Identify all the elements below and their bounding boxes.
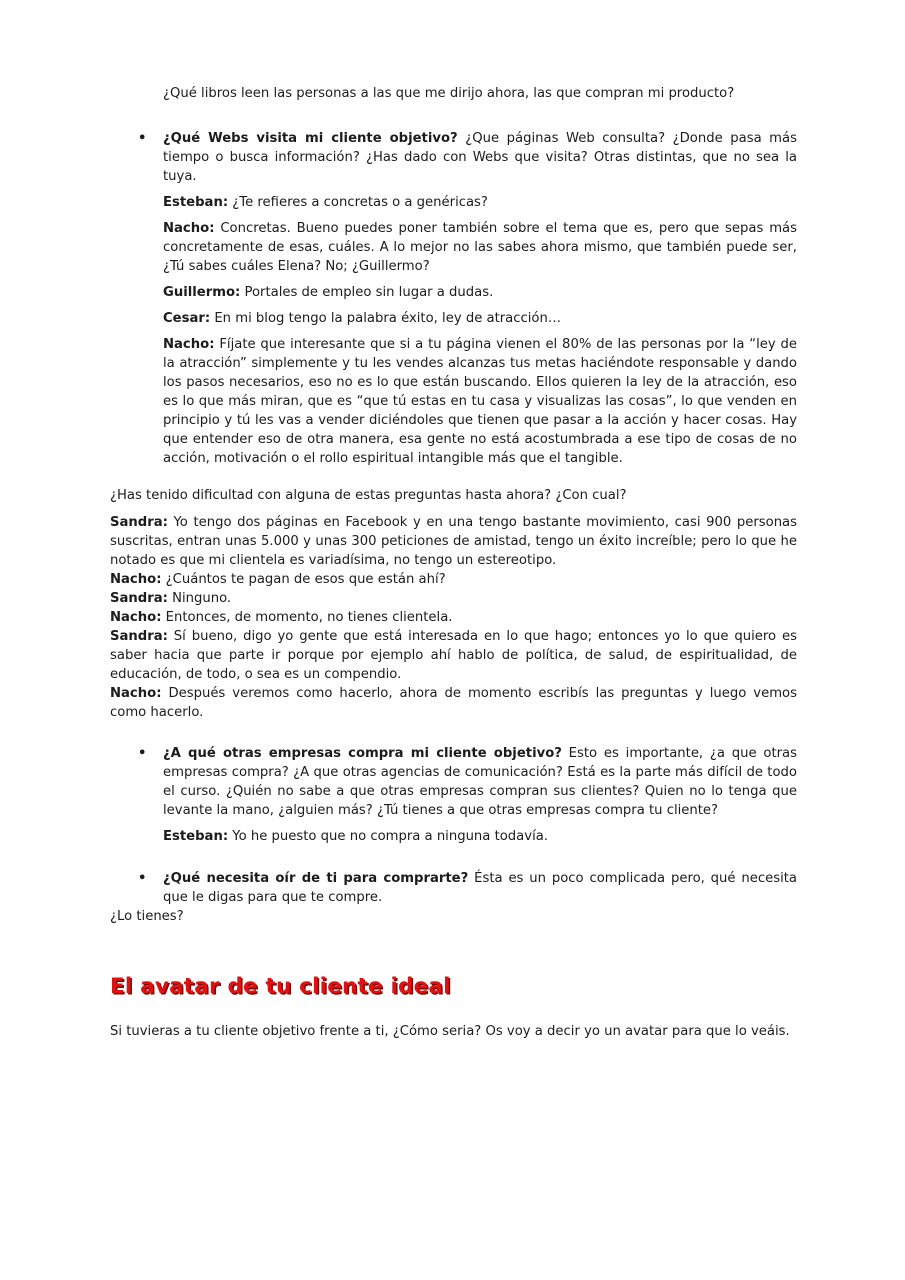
dialogue-line: [110, 513, 797, 570]
bullet-question-rest: Esto es importante, ¿a que otras empresas compra? ¿A que otras agencias de comunicación? Está es la parte más difícil de todo el curso. ¿Quién no sabe a que otras empresas compran sus clientes? Quien no lo tenga que levante la mano, ¿alguien más? ¿Tú tienes a que otras empresas compra tu cliente?: [163, 746, 797, 818]
closing-paragraph: Si tuvieras a tu cliente objetivo frente a ti, ¿Cómo seria? Os voy a decir yo un avatar para que lo veáis.: [110, 1024, 790, 1039]
speaker-name: Sandra:: [110, 515, 168, 530]
dialogue-line: [163, 827, 797, 846]
intro-paragraph: ¿Qué libros leen las personas a las que me dirijo ahora, las que compran mi producto?: [163, 86, 735, 101]
dialogue-text: Portales de empleo sin lugar a dudas.: [240, 285, 494, 300]
dialogue-line: [163, 283, 797, 302]
bullet-lead-paragraph: [163, 869, 797, 907]
bullet-icon: •: [138, 746, 147, 761]
section-heading: El avatar de tu cliente ideal: [110, 974, 451, 999]
bullet-item-webs: [138, 129, 797, 468]
dialogue-text: Después veremos como hacerlo, ahora de momento escribís las preguntas y luego vemos como hacerlo.: [110, 686, 797, 720]
bullet-question-bold: ¿Qué necesita oír de ti para comprarte?: [163, 871, 469, 886]
dialogue-text: Concretas. Bueno puedes poner también sobre el tema que es, pero que sepas más concretamente de esas, cuáles. A lo mejor no las sabes ahora mismo, que también puede ser, ¿Tú sabes cuáles Elena? No; ¿Guillermo?: [163, 221, 797, 274]
question-paragraph: ¿Has tenido dificultad con alguna de estas preguntas hasta ahora? ¿Con cual?: [110, 488, 627, 503]
dialogue-line: [163, 219, 797, 276]
dialogue-line: [110, 589, 797, 608]
dialogue-line: [110, 627, 797, 684]
speaker-name: Sandra:: [110, 629, 168, 644]
speaker-name: Esteban:: [163, 195, 229, 210]
bullet-question-rest: ¿Que páginas Web consulta? ¿Donde pasa más tiempo o busca información? ¿Has dado con Webs que visita? Otras distintas, que no sea la tuya.: [163, 131, 797, 184]
bullet-lead-paragraph: [163, 129, 797, 186]
dialogue-text: Yo tengo dos páginas en Facebook y en una tengo bastante movimiento, casi 900 personas suscritas, entran unas 5.000 y unas 300 peticiones de amistad, tengo un éxito increíble; pero lo que he notado es que mi clientela es variadísima, no tengo un estereotipo.: [110, 515, 797, 568]
lo-tienes-paragraph: ¿Lo tienes?: [110, 909, 184, 924]
dialogue-line: [110, 608, 797, 627]
speaker-name: Nacho:: [110, 572, 162, 587]
bullet-question-bold: ¿A qué otras empresas compra mi cliente objetivo?: [163, 746, 562, 761]
dialogue-line: [163, 309, 797, 328]
speaker-name: Esteban:: [163, 829, 229, 844]
bullet-icon: •: [138, 131, 147, 146]
dialogue-text: En mi blog tengo la palabra éxito, ley de atracción…: [210, 311, 562, 326]
speaker-name: Cesar:: [163, 311, 211, 326]
bullet-lead-paragraph: [163, 744, 797, 820]
dialogue-text: Fíjate que interesante que si a tu página vienen el 80% de las personas por la “ley de la atracción” simplemente y tu les vendes alcanzas tus metas haciéndote responsable y dando los pasos necesarios, eso no es lo que están buscando. Ellos quieren la ley de la atracción, eso es lo que más miran, que es “que tú estas en tu casa y visualizas las cosas”, lo que venden en principio y tú les vas a vender diciéndoles que tienen que pasar a la acción y hacer cosas. Hay que entender eso de otra manera, esa gente no está acostumbrada a ese tipo de cosas de no acción, motivación o el rollo espiritual intangible más que el tangible.: [163, 337, 797, 466]
dialogue-line: [163, 193, 797, 212]
dialogue-line: [163, 335, 797, 468]
bullet-item-empresas: [138, 744, 797, 846]
dialogue-text: ¿Te refieres a concretas o a genéricas?: [228, 195, 488, 210]
speaker-name: Guillermo:: [163, 285, 241, 300]
dialogue-text: ¿Cuántos te pagan de esos que están ahí?: [161, 572, 446, 587]
dialogue-line: [110, 684, 797, 722]
dialogue-text: Sí bueno, digo yo gente que está interesada en lo que hago; entonces yo lo que quiero es saber hacia que parte ir porque por ejemplo ahí hablo de política, de salud, de espiritualidad, de educación, de todo, o sea es un compendio.: [110, 629, 797, 682]
bullet-icon: •: [138, 871, 147, 886]
bullet-question-rest: Ésta es un poco complicada pero, qué necesita que le digas para que te compre.: [163, 871, 798, 905]
speaker-name: Sandra:: [110, 591, 168, 606]
dialogue-text: Entonces, de momento, no tienes clientela.: [161, 610, 453, 625]
speaker-name: Nacho:: [163, 221, 215, 236]
dialogue-line: [110, 570, 797, 589]
bullet-question-bold: ¿Qué Webs visita mi cliente objetivo?: [163, 131, 458, 146]
speaker-name: Nacho:: [110, 686, 162, 701]
bullet-item-comprarte: [138, 869, 798, 907]
speaker-name: Nacho:: [163, 337, 215, 352]
dialogue-text: Ninguno.: [167, 591, 232, 606]
conversation-block: [110, 513, 797, 722]
speaker-name: Nacho:: [110, 610, 162, 625]
dialogue-text: Yo he puesto que no compra a ninguna todavía.: [228, 829, 549, 844]
